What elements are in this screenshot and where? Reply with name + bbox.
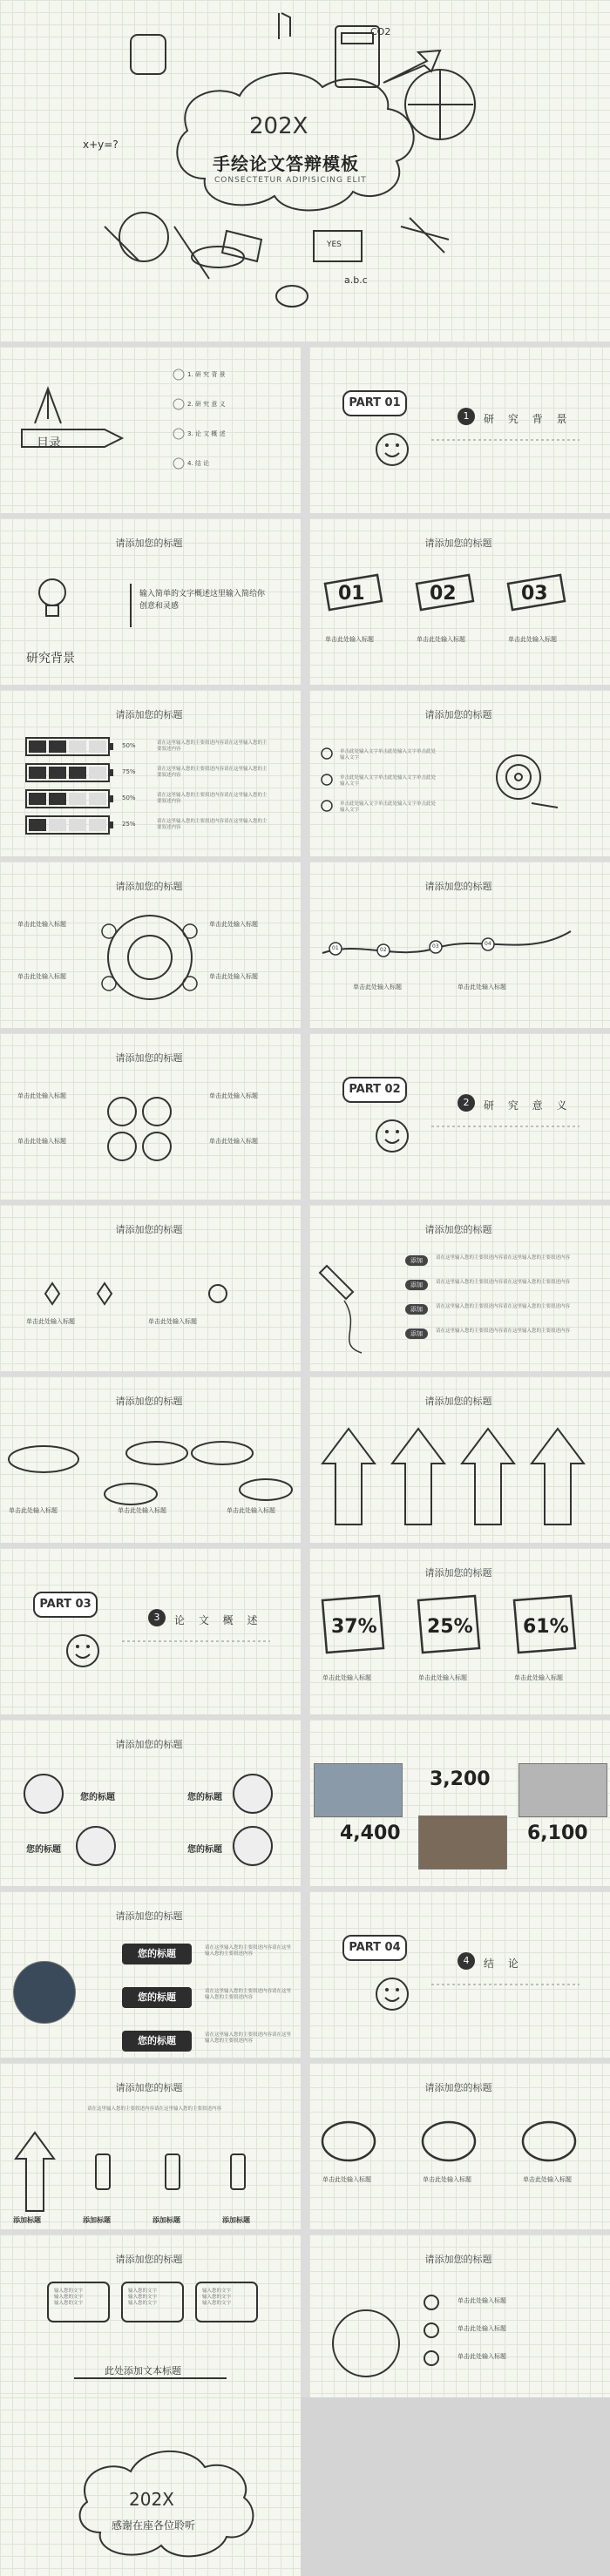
- battery-segment: [69, 819, 86, 831]
- stat-value-1: 3,200: [430, 1768, 491, 1790]
- slide-globe: [0, 862, 301, 1028]
- ending-year: 202X: [129, 2489, 174, 2510]
- pie-title-2: 单击此处输入标题: [118, 1507, 166, 1514]
- part-label: PART 01: [342, 390, 407, 416]
- slide-timeline: [309, 862, 610, 1028]
- toc-item-3[interactable]: 3. 论 文 概 述: [187, 430, 226, 437]
- pen-tag-3: 添加: [405, 1304, 428, 1315]
- slide-ending: [0, 2397, 301, 2576]
- dark-box-desc-3: 请在这里输入您的主要叙述内容请在这里输入您的主要叙述内容: [205, 2032, 292, 2044]
- round-image-frames: [0, 1720, 301, 1886]
- slide-stats-photos: [309, 1720, 610, 1886]
- chat-bubble-icons: [309, 2063, 610, 2229]
- slide-percent-notes: [309, 1548, 610, 1714]
- research-bg-heading: 研究背景: [26, 652, 75, 666]
- toc-sign-doodle: [0, 347, 301, 513]
- text-box-2: 输入您的文字 输入您的文字 输入您的文字: [128, 2289, 158, 2306]
- abc-doodle: a.b.c: [344, 274, 368, 286]
- title-banner: 请添加您的标题: [115, 1224, 183, 1235]
- check-text-3: 单击此处输入文字单击此处输入文字单击此处输入文字: [340, 801, 437, 813]
- dark-box-2: 您的标题: [122, 1987, 192, 2008]
- title-banner: 请添加您的标题: [424, 709, 492, 720]
- arrow-label-4: 添加标题: [222, 2216, 250, 2224]
- hero-subtitle: CONSECTETUR ADIPISICING ELIT: [214, 176, 367, 185]
- slide-pens: [309, 1205, 610, 1371]
- title-banner: 请添加您的标题: [424, 538, 492, 549]
- arrow-label-2: 添加标题: [83, 2216, 111, 2224]
- pen-desc-2: 请在这里输入您的主要叙述内容请在这里输入您的主要叙述内容: [436, 1280, 571, 1285]
- battery-segment: [89, 793, 106, 805]
- timeline-step-1: 01: [332, 945, 339, 951]
- percent-note-1: 37%: [331, 1616, 377, 1638]
- battery-segment: [29, 819, 46, 831]
- percent-title-2: 单击此处输入标题: [418, 1674, 467, 1681]
- timeline-step-4: 04: [485, 941, 491, 947]
- pen-tag-4: 添加: [405, 1329, 428, 1339]
- up-arrow-icons: [309, 1376, 610, 1543]
- battery-segment: [49, 740, 66, 753]
- slide-chat-bubbles: [309, 2063, 610, 2229]
- co2-doodle: CO2: [370, 26, 391, 37]
- smiley-icon: [309, 347, 610, 513]
- battery-desc-3: 请在这里输入您的主要叙述内容请在这里输入您的主要叙述内容: [157, 793, 268, 804]
- ending-cloud: [0, 2397, 301, 2576]
- pie-title-1: 单击此处输入标题: [9, 1507, 58, 1514]
- slide-up-arrows: [309, 1376, 610, 1543]
- title-banner: 请添加您的标题: [115, 1052, 183, 1064]
- chat-title-1: 单击此处输入标题: [322, 2176, 371, 2183]
- toc-item-4[interactable]: 4. 结 论: [187, 460, 210, 467]
- pen-tag-2: 添加: [405, 1280, 428, 1290]
- title-banner: 请添加您的标题: [115, 2082, 183, 2093]
- part-number: 1: [458, 408, 475, 425]
- battery-3: [26, 790, 113, 808]
- pie-title-3: 单击此处输入标题: [227, 1507, 275, 1514]
- hero-year: 202X: [249, 113, 308, 139]
- battery-pct-1: 50%: [122, 742, 136, 749]
- empty-area: [301, 2397, 610, 2576]
- round-title-3: 您的标题: [26, 1845, 61, 1855]
- pie-disks: [0, 1376, 301, 1543]
- title-banner: 请添加您的标题: [115, 709, 183, 720]
- round-title-2: 您的标题: [187, 1793, 222, 1802]
- battery-1: [26, 738, 113, 755]
- globe-icon: [0, 862, 301, 1028]
- part-number: 2: [458, 1094, 475, 1112]
- battery-segment: [89, 819, 106, 831]
- stat-value-2: 4,400: [340, 1822, 401, 1844]
- title-banner: 请添加您的标题: [424, 1224, 492, 1235]
- slide-diamonds: [0, 1205, 301, 1371]
- battery-desc-4: 请在这里输入您的主要叙述内容请在这里输入您的主要叙述内容: [157, 819, 268, 830]
- diamond-title-1: 单击此处输入标题: [26, 1318, 75, 1325]
- battery-pct-3: 50%: [122, 794, 136, 801]
- globe-title-4: 单击此处输入标题: [209, 973, 258, 980]
- globe-title-1: 单击此处输入标题: [17, 921, 66, 928]
- part-number: 4: [458, 1952, 475, 1970]
- text-box-1: 输入您的文字 输入您的文字 输入您的文字: [54, 2289, 84, 2306]
- battery-segment: [49, 793, 66, 805]
- smiley-icon: [309, 1891, 610, 2058]
- meeting-photo: [418, 1815, 507, 1869]
- percent-title-3: 单击此处输入标题: [514, 1674, 563, 1681]
- percent-note-2: 25%: [427, 1616, 473, 1638]
- slide-round-images: [0, 1720, 301, 1886]
- part-section-label: 研 究 意 义: [484, 1099, 573, 1112]
- battery-desc-1: 请在这里输入您的主要叙述内容请在这里输入您的主要叙述内容: [157, 740, 268, 752]
- diamond-title-2: 单击此处输入标题: [148, 1318, 197, 1325]
- title-banner: 请添加您的标题: [115, 1910, 183, 1922]
- smiley-icon: [0, 1548, 301, 1714]
- check-text-1: 单击此处输入文字单击此处输入文字单击此处输入文字: [340, 749, 437, 761]
- target-icon: [309, 690, 610, 856]
- title-banner: 请添加您的标题: [115, 2254, 183, 2265]
- title-banner: 请添加您的标题: [115, 1739, 183, 1750]
- battery-segment: [69, 767, 86, 779]
- title-banner: 请添加您的标题: [115, 1396, 183, 1407]
- footer-label: 此处添加文本标题: [105, 2365, 181, 2377]
- pen-icon: [309, 1205, 610, 1371]
- battery-segment: [29, 767, 46, 779]
- question-title-1: 单击此处输入标题: [458, 2297, 506, 2304]
- slide-text-boxes: [0, 2235, 301, 2401]
- arrow-label-3: 添加标题: [152, 2216, 180, 2224]
- smiley-icon: [309, 1033, 610, 1200]
- text-box-3: 输入您的文字 输入您的文字 输入您的文字: [202, 2289, 232, 2306]
- slide-checklist: [309, 690, 610, 856]
- part-label: PART 03: [33, 1592, 98, 1618]
- arrow-desc: 请在这里输入您的主要叙述内容请在这里输入您的主要叙述内容: [87, 2106, 222, 2112]
- pen-tag-1: 添加: [405, 1255, 428, 1266]
- title-banner: 请添加您的标题: [115, 538, 183, 549]
- title-banner: 请添加您的标题: [424, 2082, 492, 2093]
- battery-2: [26, 764, 113, 781]
- battery-segment: [69, 740, 86, 753]
- card-title-2: 单击此处输入标题: [417, 636, 465, 643]
- round-title-4: 您的标题: [187, 1845, 222, 1855]
- timeline-title-1: 单击此处输入标题: [353, 984, 402, 991]
- battery-segment: [29, 740, 46, 753]
- globe-title-3: 单击此处输入标题: [17, 973, 66, 980]
- research-bg-text: 输入简单的文字概述这里输入简给你创意和灵感: [139, 590, 266, 611]
- formula-doodle: x+y=?: [83, 139, 119, 151]
- card-title-3: 单击此处输入标题: [508, 636, 557, 643]
- timeline-step-3: 03: [432, 943, 439, 950]
- yes-doodle: YES: [327, 240, 342, 249]
- round-title-1: 您的标题: [80, 1793, 115, 1802]
- battery-desc-2: 请在这里输入您的主要叙述内容请在这里输入您的主要叙述内容: [157, 767, 268, 778]
- office-photo: [518, 1763, 607, 1817]
- slide-part-04: [309, 1891, 610, 2058]
- card-number-1: 01: [338, 583, 365, 605]
- chat-title-3: 单击此处输入标题: [523, 2176, 572, 2183]
- battery-pct-2: 75%: [122, 768, 136, 775]
- card-title-1: 单击此处输入标题: [325, 636, 374, 643]
- slide-dark-boxes: [0, 1891, 301, 2058]
- slide-gears: [0, 1033, 301, 1200]
- slide-question: [309, 2235, 610, 2401]
- battery-4: [26, 816, 113, 834]
- battery-segment: [89, 767, 106, 779]
- slide-arrow-cards: [0, 2063, 301, 2229]
- title-slide: [0, 0, 610, 341]
- part-label: PART 02: [342, 1077, 407, 1103]
- part-section-label: 论 文 概 述: [174, 1614, 263, 1626]
- battery-segment: [49, 767, 66, 779]
- slide-batteries: [0, 690, 301, 856]
- pen-desc-4: 请在这里输入您的主要叙述内容请在这里输入您的主要叙述内容: [436, 1329, 571, 1334]
- check-text-2: 单击此处输入文字单击此处输入文字单击此处输入文字: [340, 775, 437, 787]
- ending-text: 感谢在座各位聆听: [112, 2519, 196, 2532]
- chat-title-2: 单击此处输入标题: [423, 2176, 471, 2183]
- title-banner: 请添加您的标题: [424, 1567, 492, 1579]
- timeline-line: [309, 862, 610, 1028]
- gears-icon: [0, 1033, 301, 1200]
- dark-box-1: 您的标题: [122, 1944, 192, 1964]
- card-number-2: 02: [430, 583, 457, 605]
- part-section-label: 结 论: [484, 1957, 524, 1970]
- slide-part-03: [0, 1548, 301, 1714]
- slide-part-01: [309, 347, 610, 513]
- title-banner: 请添加您的标题: [115, 881, 183, 892]
- diamond-icons: [0, 1205, 301, 1371]
- pen-desc-1: 请在这里输入您的主要叙述内容请在这里输入您的主要叙述内容: [436, 1255, 571, 1261]
- battery-segment: [49, 819, 66, 831]
- avatar-photo: [13, 1961, 76, 2024]
- percent-title-1: 单击此处输入标题: [322, 1674, 371, 1681]
- timeline-title-2: 单击此处输入标题: [458, 984, 506, 991]
- timeline-step-2: 02: [380, 947, 387, 953]
- gear-title-1: 单击此处输入标题: [17, 1092, 66, 1099]
- arrow-label-1: 添加标题: [13, 2216, 41, 2224]
- part-number: 3: [148, 1609, 166, 1626]
- slide-research-bg: [0, 518, 301, 685]
- question-title-2: 单击此处输入标题: [458, 2325, 506, 2332]
- car-photo: [314, 1763, 403, 1817]
- percent-note-3: 61%: [523, 1616, 569, 1638]
- title-banner: 请添加您的标题: [424, 1396, 492, 1407]
- title-banner: 请添加您的标题: [424, 881, 492, 892]
- slide-toc: [0, 347, 301, 513]
- slide-number-cards: [309, 518, 610, 685]
- part-section-label: 研 究 背 景: [484, 413, 573, 425]
- dark-box-3: 您的标题: [122, 2031, 192, 2052]
- dark-box-desc-1: 请在这里输入您的主要叙述内容请在这里输入您的主要叙述内容: [205, 1945, 292, 1957]
- battery-segment: [69, 793, 86, 805]
- arrow-card-doodles: [0, 2063, 301, 2229]
- battery-segment: [29, 793, 46, 805]
- slide-pie-disks: [0, 1376, 301, 1543]
- toc-item-2[interactable]: 2. 研 究 意 义: [187, 401, 226, 408]
- battery-segment: [89, 740, 106, 753]
- toc-title: 目录: [37, 436, 61, 450]
- slide-part-02: [309, 1033, 610, 1200]
- gear-title-4: 单击此处输入标题: [209, 1138, 258, 1145]
- title-banner: 请添加您的标题: [424, 2254, 492, 2265]
- part-label: PART 04: [342, 1935, 407, 1961]
- pen-desc-3: 请在这里输入您的主要叙述内容请在这里输入您的主要叙述内容: [436, 1304, 571, 1309]
- globe-title-2: 单击此处输入标题: [209, 921, 258, 928]
- dark-box-desc-2: 请在这里输入您的主要叙述内容请在这里输入您的主要叙述内容: [205, 1989, 292, 2000]
- question-title-3: 单击此处输入标题: [458, 2353, 506, 2360]
- hero-title: 手绘论文答辩模板: [213, 153, 359, 174]
- toc-item-1[interactable]: 1. 研 究 背 景: [187, 371, 226, 378]
- gear-title-3: 单击此处输入标题: [17, 1138, 66, 1145]
- stat-value-3: 6,100: [527, 1822, 588, 1844]
- card-number-3: 03: [521, 583, 548, 605]
- question-icon: [309, 2235, 610, 2401]
- gear-title-2: 单击此处输入标题: [209, 1092, 258, 1099]
- battery-pct-4: 25%: [122, 821, 136, 828]
